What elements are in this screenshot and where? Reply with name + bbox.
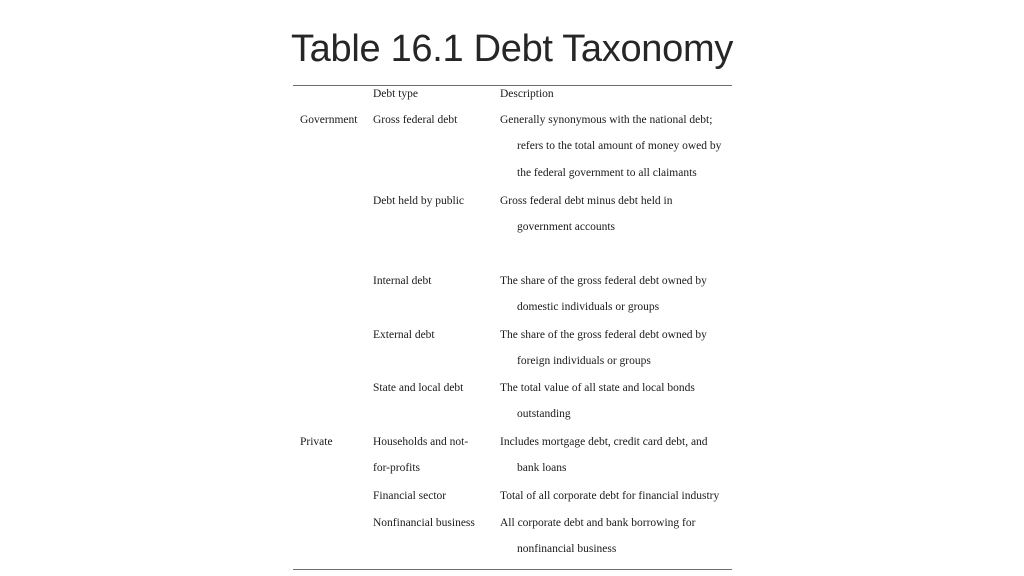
table-bottom-rule	[293, 569, 732, 570]
row-debt-held-by-public-type: Debt held by public	[373, 195, 465, 207]
category-private: Private	[300, 436, 333, 448]
row-households-desc-1: Includes mortgage debt, credit card debt, and	[500, 436, 708, 448]
header-debt-type: Debt type	[373, 88, 419, 100]
row-gross-federal-debt-desc-2: refers to the total amount of money owed by	[517, 140, 722, 152]
row-external-debt-type: External debt	[373, 329, 435, 341]
row-households-type-2: for-profits	[373, 462, 421, 474]
row-nonfinancial-business-desc-1: All corporate debt and bank borrowing for	[500, 517, 696, 529]
row-nonfinancial-business-type: Nonfinancial business	[373, 517, 475, 529]
row-state-local-debt-desc-1: The total value of all state and local bonds	[500, 382, 695, 394]
header-description: Description	[500, 88, 554, 100]
row-external-debt-desc-1: The share of the gross federal debt owned by	[500, 329, 707, 341]
category-government: Government	[300, 114, 358, 126]
row-state-local-debt-type: State and local debt	[373, 382, 464, 394]
row-internal-debt-desc-1: The share of the gross federal debt owned by	[500, 275, 707, 287]
row-external-debt-desc-2: foreign individuals or groups	[517, 355, 651, 367]
row-financial-sector-desc-1: Total of all corporate debt for financial industry	[500, 490, 720, 502]
row-debt-held-by-public-desc-2: government accounts	[517, 221, 616, 233]
row-internal-debt-type: Internal debt	[373, 275, 432, 287]
row-financial-sector-type: Financial sector	[373, 490, 447, 502]
row-households-type-1: Households and not-	[373, 436, 469, 448]
slide-title: Table 16.1 Debt Taxonomy	[290, 28, 734, 70]
row-internal-debt-desc-2: domestic individuals or groups	[517, 301, 660, 313]
row-gross-federal-debt-desc-1: Generally synonymous with the national debt;	[500, 114, 713, 126]
row-households-desc-2: bank loans	[517, 462, 567, 474]
row-debt-held-by-public-desc-1: Gross federal debt minus debt held in	[500, 195, 673, 207]
table-top-rule	[293, 85, 732, 86]
row-state-local-debt-desc-2: outstanding	[517, 408, 571, 420]
row-gross-federal-debt-type: Gross federal debt	[373, 114, 458, 126]
row-gross-federal-debt-desc-3: the federal government to all claimants	[517, 167, 697, 179]
row-nonfinancial-business-desc-2: nonfinancial business	[517, 543, 617, 555]
